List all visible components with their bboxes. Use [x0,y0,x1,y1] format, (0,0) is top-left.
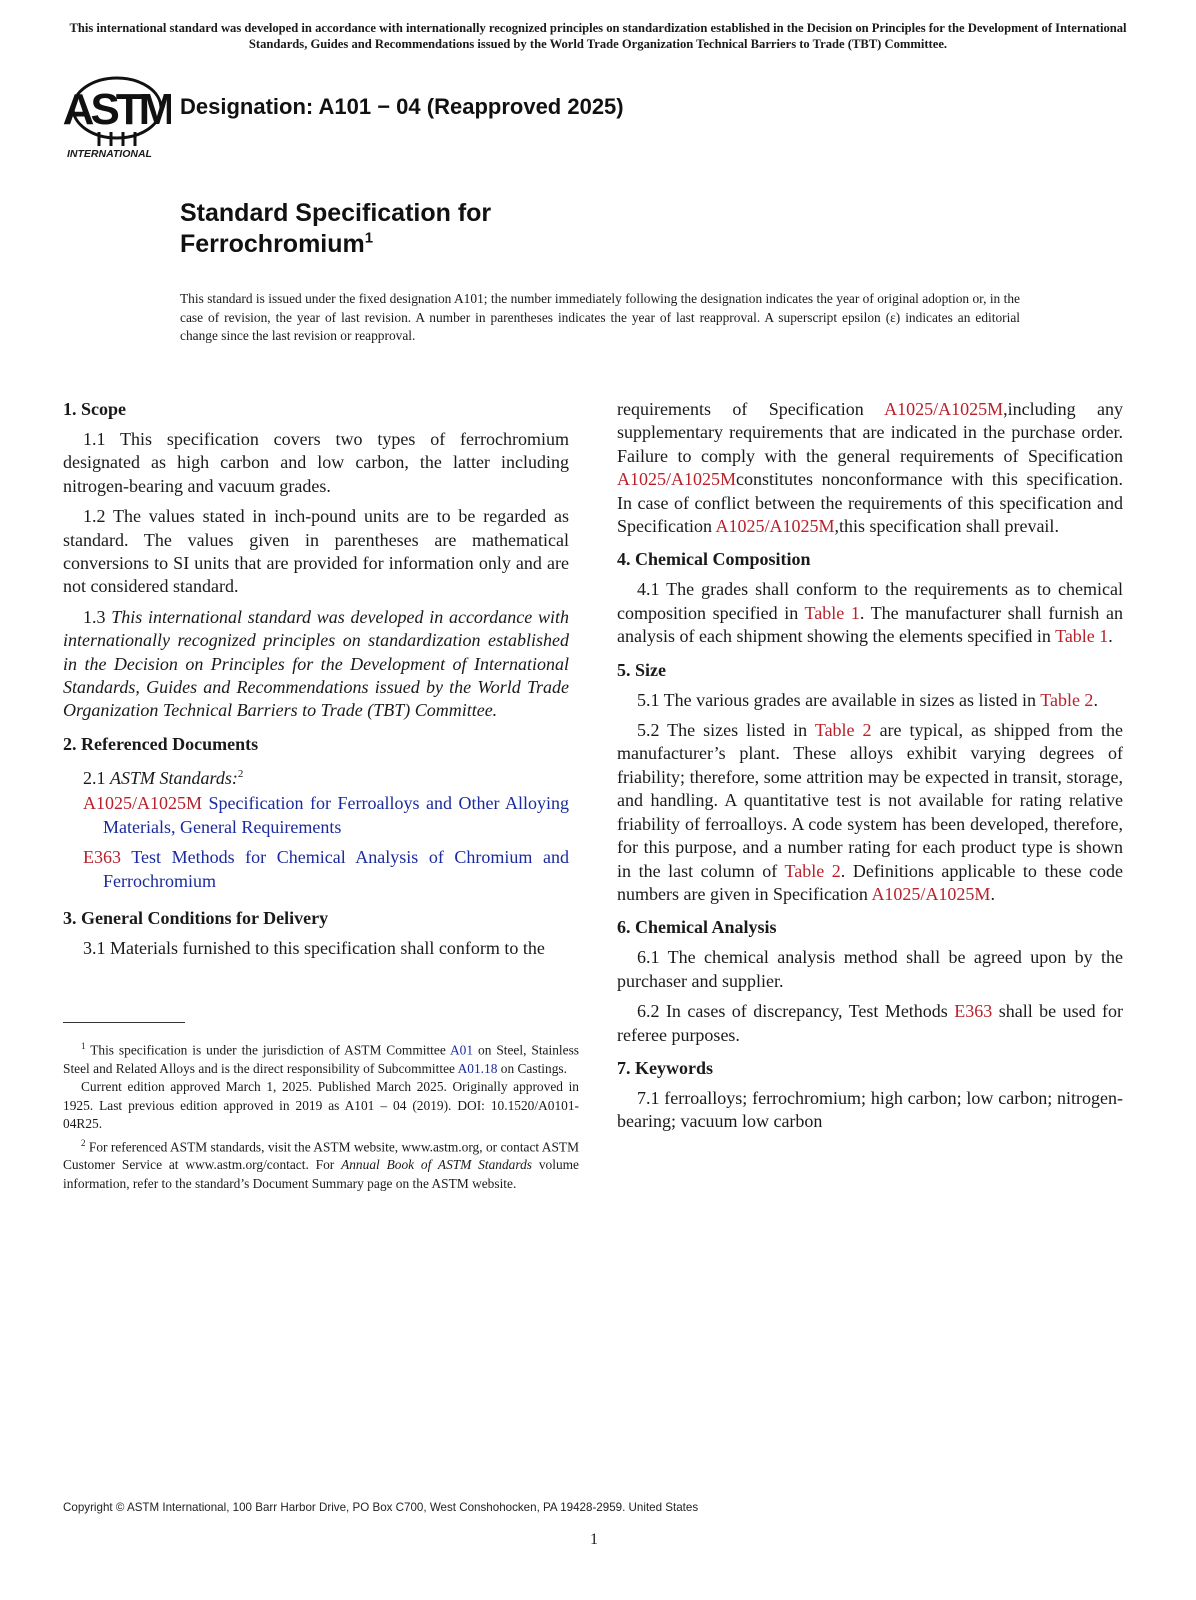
spec-link[interactable]: A1025/A1025M [617,469,737,490]
subcommittee-link[interactable]: A01.18 [457,1060,498,1076]
designation: Designation: A101 − 04 (Reapproved 2025) [180,94,624,119]
footnote-divider [63,1022,185,1023]
section-2-heading: 2. Referenced Documents [63,733,259,754]
committee-link[interactable]: A01 [450,1042,474,1058]
table-2-link[interactable]: Table 2 [784,860,841,881]
ref-title-link[interactable]: Specification for Ferroalloys and Other Alloying Materials, General Requirements [103,793,570,837]
ref-title-link[interactable]: Test Methods for Chemical Analysis of Chromium and Ferrochromium [103,847,569,891]
astm-logo-icon [63,70,171,166]
para-6-1: 6.1 The chemical analysis method shall be agreed upon by the purchaser and supplier. [617,947,1123,991]
preamble: This standard is issued under the fixed designation A101; the number immediately following the designation indicates the year of original adoption or, in the case of revision, the year of last revision. A number in parentheses indicates the year of last reapproval. A superscript epsilon (ε) indicates an editorial change since the last revision or reapproval. [180,291,1020,343]
left-column [63,398,569,967]
section-1-heading: 1. Scope [63,399,126,419]
para-3-1-continued: requirements of Specification A1025/A1025M,including any supplementary requirements that are indicated in the purchase order. Failure to comply with the general requirements of Specification A1025/A1025Mconstitutes nonconformance with this specification. In case of conflict between the requirements of this specification and Specification A1025/A1025M,this specification shall prevail. [617,399,1123,537]
section-5-heading: 5. Size [617,659,666,680]
para-1-1: 1.1 This specification covers two types of ferrochromium designated as high carbon and low carbon, the latter including nitrogen-bearing and vacuum grades. [63,429,569,496]
title-line-2: Ferrochromium [180,230,365,258]
svg-text:ASTM: ASTM [63,85,171,134]
para-1-3: 1.3 This international standard was developed in accordance with internationally recognized principles on standardization established in the Decision on Principles for the Development of International Standards, Guides and Recommendations issued by the World Trade Organization Technical Barriers to Trade (TBT) Committee. [63,606,569,721]
footnote-2: $^2$ For referenced ASTM standards, visit the ASTM website, www.astm.org, or contact ASTM Customer Service at www.astm.org/contact. For Annual Book of ASTM Standards volume information, refer to the standard’s Document Summary page on the ASTM website. [63,1137,580,1191]
para-1-2: 1.2 The values stated in inch-pound units are to be regarded as standard. The values given in parentheses are mathematical conversions to SI units that are provided for information only and are not considered standard. [63,506,569,597]
table-2-link[interactable]: Table 2 [1040,689,1094,710]
section-3-heading: 3. General Conditions for Delivery [63,907,329,928]
table-2-link[interactable]: Table 2 [814,720,872,741]
para-3-1: 3.1 Materials furnished to this specification shall conform to the [83,937,545,958]
section-4-heading: 4. Chemical Composition [617,549,811,570]
table-1-link[interactable]: Table 1 [1055,626,1109,647]
table-1-link[interactable]: Table 1 [804,602,860,623]
para-5-1: 5.1 The various grades are available in sizes as listed in Table 2. [637,689,1098,710]
ref-code-link[interactable]: E363 [83,847,121,868]
logo-text: INTERNATIONAL [67,148,152,160]
spec-link[interactable]: A1025/A1025M [871,883,991,904]
spec-link[interactable]: A1025/A1025M [715,516,835,537]
para-5-2: 5.2 The sizes listed in Table 2 are typical, as shipped from the manufacturer’s plant. These alloys exhibit varying degrees of friability; therefore, some attrition may be expected in transit, storage, and handling. A quantitative test is not available for rating relative friability of ferroalloys. A code system has been developed, therefore, for this purpose, and a number rating for each product type is shown in the last column of Table 2. Definitions applicable to these code numbers are given in Specification A1025/A1025M. [617,720,1124,904]
spec-link[interactable]: A1025/A1025M [884,399,1004,419]
wto-notice: This international standard was developed in accordance with internationally recognized principles on standardization established in the Decision on Principles for the Development of International Standards, Guides and Recommendations issued by the World Trade Organization Technical Barriers to Trade (TBT) Committee. [69,21,1127,51]
section-7-heading: 7. Keywords [617,1057,713,1078]
title-line-1: Standard Specification for [180,199,492,227]
ref-item[interactable] [63,792,569,839]
ref-code-link[interactable]: A1025/A1025M [83,793,203,814]
footnote-1-edition: Current edition approved March 1, 2025. Published March 2025. Originally approved in 1925. Last previous edition approved in 2019 as A101 – 04 (2019). DOI: 10.1520/A0101-04R25. [63,1079,579,1132]
right-column [617,398,1123,1141]
test-method-link[interactable]: E363 [954,1001,993,1022]
copyright: Copyright © ASTM International, 100 Barr Harbor Drive, PO Box C700, West Conshohocken, PA 19428-2959. United States [63,1501,699,1514]
para-1-3-italic: This international standard was developed in accordance with internationally recognized principles on standardization established in the Decision on Principles for the Development of International Standards, Guides and Recommendations issued by the World Trade Organization Technical Barriers to Trade (TBT) Committee. [63,606,569,721]
para-7-1: 7.1 ferroalloys; ferrochromium; high carbon; low carbon; nitrogen-bearing; vacuum low carbon [617,1087,1123,1132]
ref-item[interactable] [63,846,569,893]
para-2-1: 2.1 ASTM Standards:$^2$ [83,767,244,788]
title-footnote-mark: 1 [364,229,374,247]
footnotes [63,1037,579,1193]
para-4-1: 4.1 The grades shall conform to the requirements as to chemical composition specified in Table 1. The manufacturer shall furnish an analysis of each shipment showing the elements specified in Table 1. [617,579,1123,647]
page-number: 1 [590,1531,598,1548]
document-title [180,198,491,260]
footnote-1: $^1$ This specification is under the jurisdiction of ASTM Committee A01 on Steel, Stainless Steel and Related Alloys and is the direct responsibility of Subcommittee A01.18 on Castings. [63,1041,579,1076]
section-6-heading: 6. Chemical Analysis [617,917,777,938]
para-6-2: 6.2 In cases of discrepancy, Test Methods E363 shall be used for referee purposes. [617,1001,1124,1045]
